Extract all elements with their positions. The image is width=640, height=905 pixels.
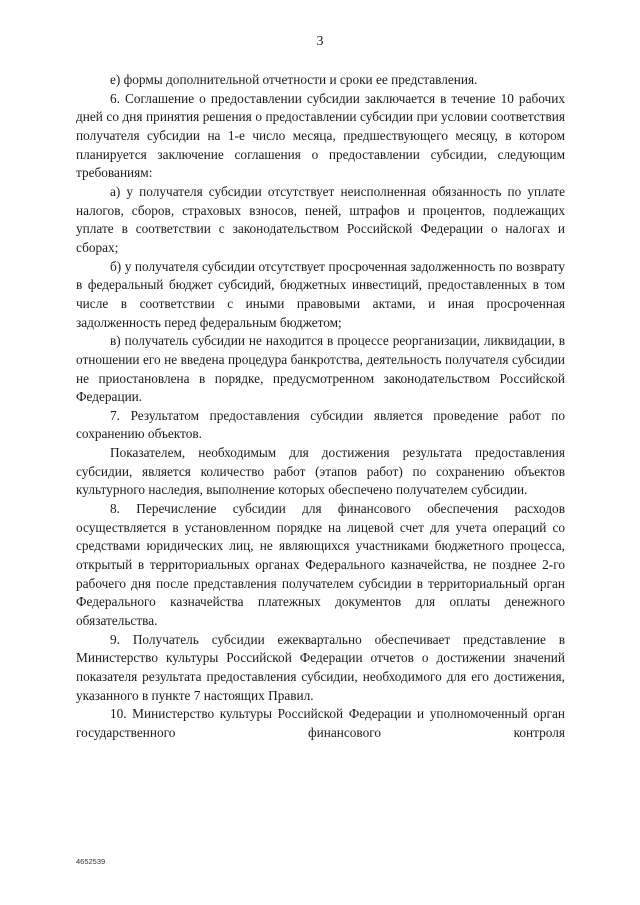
paragraph-item-a: а) у получателя субсидии отсутствует неисполненная обязанность по уплате налогов, сборов, страховых взносов, пеней, штрафов и процентов, подлежащих уплате в соответствии с законодательством Российской Федерации о налогах и сборах; (76, 183, 565, 255)
paragraph-clause-10: 10. Министерство культуры Российской Федерации и уполномоченный орган государственного финансового контроля (76, 706, 565, 740)
paragraph-item-v: в) получатель субсидии не находится в процессе реорганизации, ликвидации, в отношении его не введена процедура банкротства, деятельность получателя субсидии не приостановлена в порядке, предусмотренном законодательством Российской Федерации. (76, 333, 565, 405)
paragraph-indicator: Показателем, необходимым для достижения результата предоставления субсидии, является количество работ (этапов работ) по сохранению объектов культурного наследия, выполнение которых обеспечено получателем субсидии. (76, 445, 565, 498)
document-id: 4652539 (76, 857, 106, 866)
paragraph-item-e: е) формы дополнительной отчетности и сроки ее представления. (110, 72, 478, 87)
paragraph-clause-8: 8. Перечисление субсидии для финансового обеспечения расходов осуществляется в установленном порядке на лицевой счет для учета операций со средствами юридических лиц, не являющихся участниками бюджетного процесса, открытый в территориальных органах Федерального казначейства, не позднее 2-го рабочего дня после представления получателем субсидии в территориальный орган Федерального казначейства платежных документов для оплаты денежного обязательства. (76, 501, 565, 629)
paragraph-clause-6: 6. Соглашение о предоставлении субсидии заключается в течение 10 рабочих дней со дня принятия решения о предоставлении субсидии при условии соответствия получателя субсидии на 1-е число месяца, предшествующего месяцу, в котором планируется заключение соглашения о предоставлении субсидии, следующим требованиям: (76, 90, 565, 181)
paragraph-item-b: б) у получателя субсидии отсутствует просроченная задолженность по возврату в федеральный бюджет субсидий, бюджетных инвестиций, предоставленных в том числе в соответствии с иными правовыми актами, и иная просроченная задолженность перед федеральным бюджетом; (76, 258, 565, 330)
page-number: 3 (316, 34, 324, 49)
paragraph-clause-7: 7. Результатом предоставления субсидии является проведение работ по сохранению объектов. (76, 407, 565, 442)
paragraph-clause-9: 9. Получатель субсидии ежеквартально обеспечивает представление в Министерство культуры Российской Федерации отчетов о достижении значений показателя результата предоставления субсидии, необходимого для его достижения, указанного в пункте 7 настоящих Правил. (76, 631, 565, 703)
document-body (76, 71, 565, 743)
